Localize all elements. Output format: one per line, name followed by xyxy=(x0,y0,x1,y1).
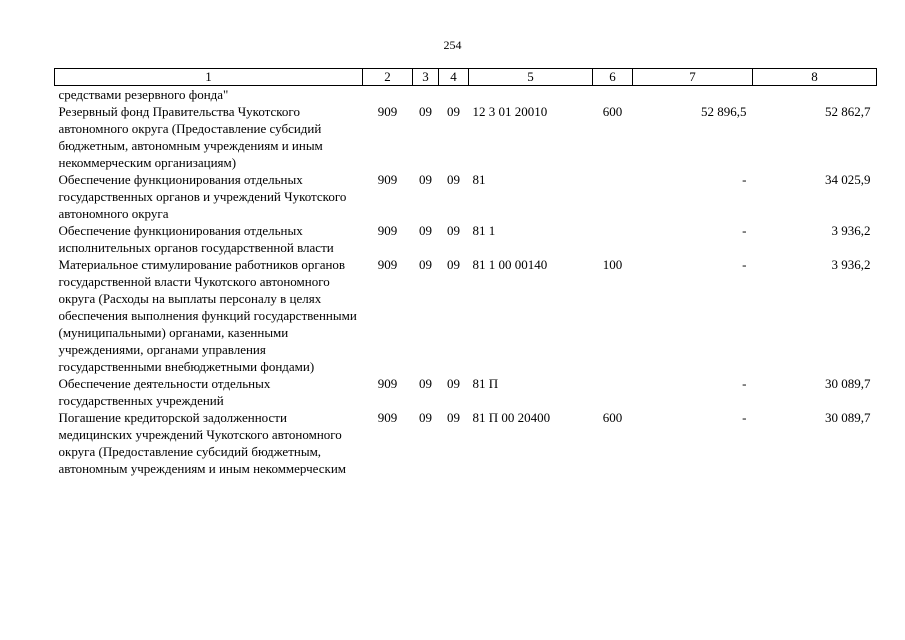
row-col-6 xyxy=(593,171,633,222)
row-col-5 xyxy=(469,86,593,104)
row-col-3: 09 xyxy=(419,410,432,425)
row-col-6 xyxy=(593,222,633,256)
row-col-6: 600 xyxy=(602,410,623,425)
table-row xyxy=(55,375,877,409)
row-col-3: 09 xyxy=(419,172,432,187)
row-col-2: 909 xyxy=(377,104,398,119)
row-col-4: 09 xyxy=(447,104,460,119)
table-row xyxy=(55,409,877,477)
row-col-6: 600 xyxy=(602,104,623,119)
row-col-2: 909 xyxy=(377,172,398,187)
row-col-8: 3 936,2 xyxy=(831,257,871,272)
row-col-2: 909 xyxy=(377,410,398,425)
row-col-5: 81 xyxy=(472,172,486,187)
row-col-5: 81 1 00 00140 xyxy=(472,257,548,272)
header-col-7: 7 xyxy=(633,69,753,86)
row-col-4: 09 xyxy=(447,410,460,425)
header-col-8: 8 xyxy=(753,69,877,86)
row-col-3: 09 xyxy=(419,376,432,391)
row-col-8: 30 089,7 xyxy=(825,410,871,425)
table-row xyxy=(55,86,877,104)
row-col-8: 3 936,2 xyxy=(831,223,871,238)
row-name: Материальное стимулирование работников органов государственной власти Чукотского автономного округа (Расходы на выплаты персоналу в целях обеспечения выполнения функций государственными (муниципальными) органами, казенными учреждениями, органами управления государственными внебюджетными фондами) xyxy=(58,257,357,374)
header-col-1: 1 xyxy=(55,69,363,86)
row-col-8: 34 025,9 xyxy=(825,172,871,187)
row-col-3: 09 xyxy=(419,104,432,119)
row-name: Обеспечение функционирования отдельных государственных органов и учреждений Чукотского автономного округа xyxy=(58,172,347,221)
row-col-2: 909 xyxy=(377,223,398,238)
row-col-2: 909 xyxy=(377,257,398,272)
row-col-4 xyxy=(439,86,469,104)
row-col-7: - xyxy=(742,376,747,391)
row-col-5: 81 П 00 20400 xyxy=(472,410,551,425)
row-col-2 xyxy=(363,86,413,104)
row-col-7: 52 896,5 xyxy=(701,104,747,119)
budget-table xyxy=(54,68,877,477)
row-col-4: 09 xyxy=(447,223,460,238)
header-col-4: 4 xyxy=(439,69,469,86)
row-name: Погашение кредиторской задолженности медицинских учреждений Чукотского автономного округа (Предоставление субсидий бюджетным, автономным учреждениям и иным некоммерческим xyxy=(58,410,347,476)
row-col-7: - xyxy=(742,257,747,272)
row-col-3: 09 xyxy=(419,223,432,238)
table-row xyxy=(55,256,877,375)
row-col-7: - xyxy=(742,410,747,425)
row-name: Обеспечение функционирования отдельных исполнительных органов государственной власти xyxy=(58,223,334,255)
table-header-row xyxy=(55,69,877,86)
row-col-7: - xyxy=(742,172,747,187)
row-col-8 xyxy=(753,86,877,104)
row-col-4: 09 xyxy=(447,172,460,187)
table-row xyxy=(55,171,877,222)
row-name: Обеспечение деятельности отдельных государственных учреждений xyxy=(58,376,271,408)
row-col-5: 81 П xyxy=(472,376,499,391)
row-col-6 xyxy=(593,86,633,104)
row-col-5: 81 1 xyxy=(472,223,496,238)
row-col-2: 909 xyxy=(377,376,398,391)
header-col-3: 3 xyxy=(413,69,439,86)
table-row xyxy=(55,103,877,171)
row-col-4: 09 xyxy=(447,257,460,272)
row-col-7: - xyxy=(742,223,747,238)
table-row xyxy=(55,222,877,256)
row-col-6: 100 xyxy=(602,257,623,272)
page-number: 254 xyxy=(443,38,462,52)
row-col-3 xyxy=(413,86,439,104)
row-col-4: 09 xyxy=(447,376,460,391)
row-name: Резервный фонд Правительства Чукотского автономного округа (Предоставление субсидий бюджетным, автономным учреждениям и иным некоммерческим организациям) xyxy=(58,104,323,170)
header-col-6: 6 xyxy=(593,69,633,86)
row-col-5: 12 3 01 20010 xyxy=(472,104,548,119)
row-name: средствами резервного фонда" xyxy=(58,87,229,102)
row-col-6 xyxy=(593,375,633,409)
row-col-7 xyxy=(633,86,753,104)
header-col-5: 5 xyxy=(469,69,593,86)
row-col-8: 52 862,7 xyxy=(825,104,871,119)
row-col-3: 09 xyxy=(419,257,432,272)
header-col-2: 2 xyxy=(363,69,413,86)
row-col-8: 30 089,7 xyxy=(825,376,871,391)
